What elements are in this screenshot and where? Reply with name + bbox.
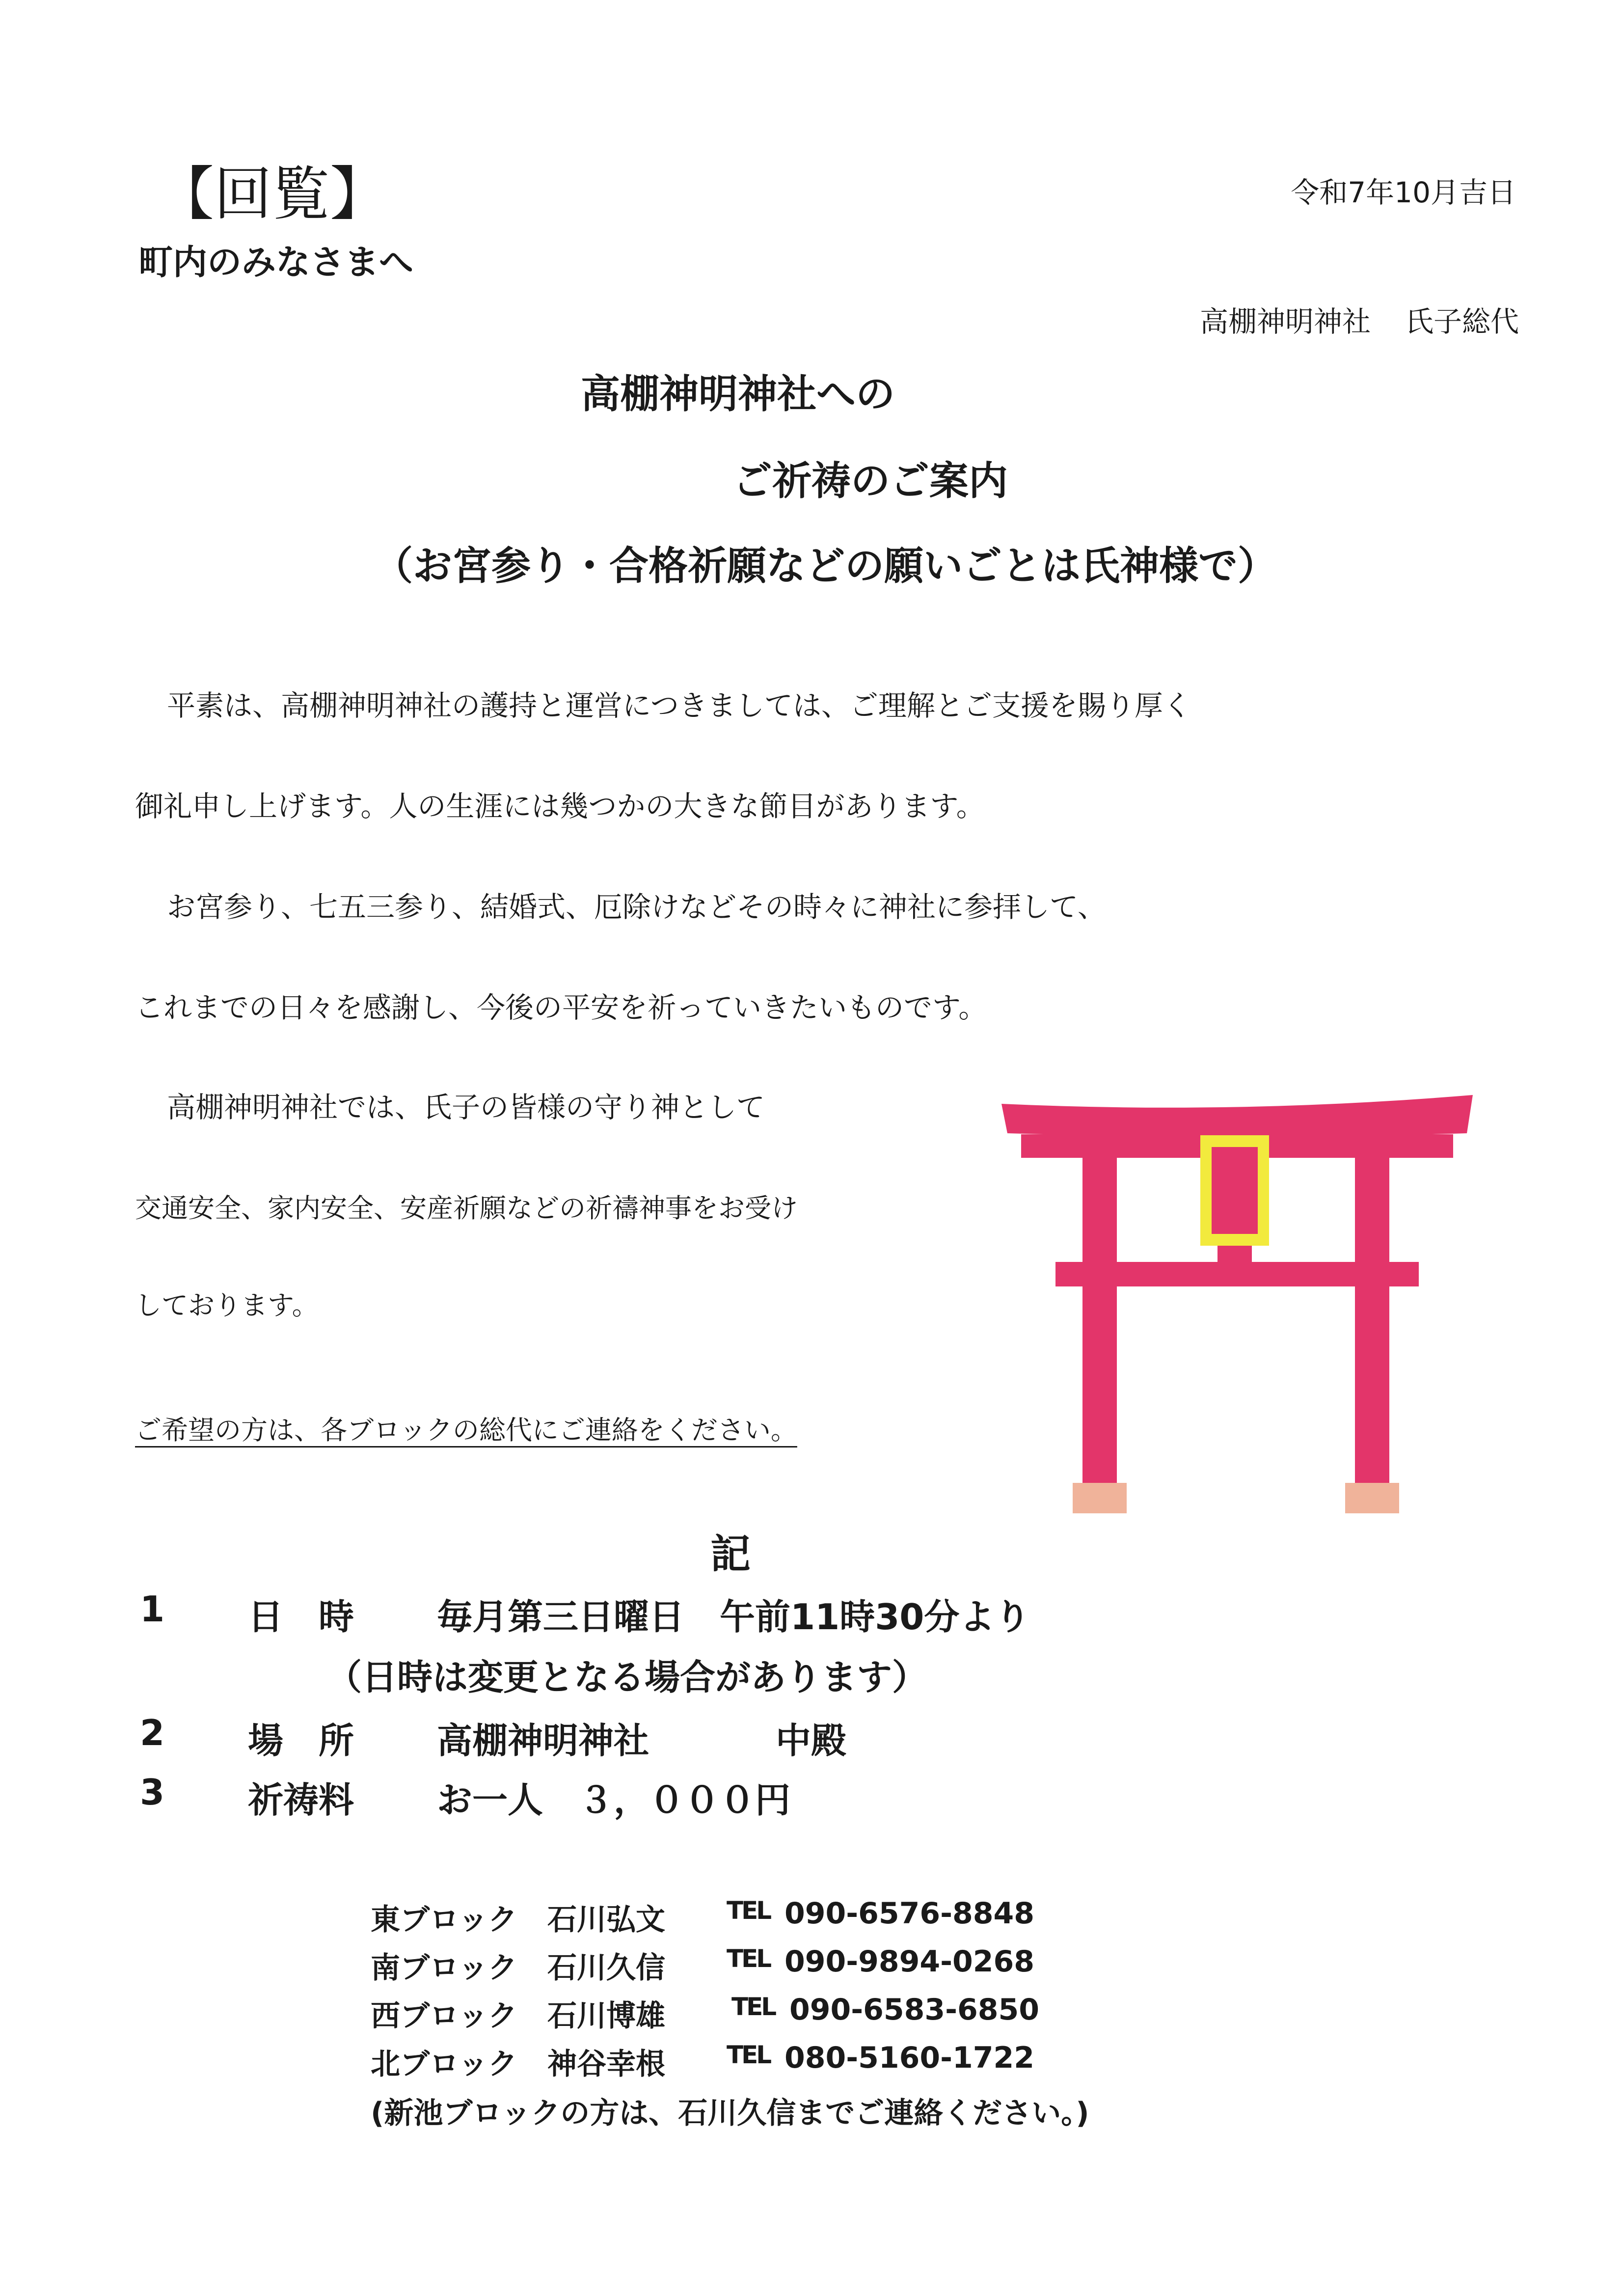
circular-mark: 【回覧】	[156, 160, 388, 228]
contact-name: 石川博雄	[547, 1999, 665, 2033]
tel-label: TEL	[731, 1993, 775, 2021]
body-line-2: 御礼申し上げます。人の生涯には幾つかの大きな節目があります。	[135, 790, 985, 823]
contact-name: 神谷幸根	[547, 2047, 665, 2081]
contact-block: 北ブロック	[371, 2047, 517, 2081]
tel-label: TEL	[727, 1944, 770, 1973]
item-1-value: 毎月第三日曜日 午前11時30分より	[437, 1596, 1030, 1638]
item-3-label: 祈祷料	[248, 1779, 354, 1821]
sender-shrine: 高棚神明神社	[1199, 305, 1371, 338]
item-3-number: 3	[140, 1772, 165, 1813]
contact-request-note: ご希望の方は、各ブロックの総代にご連絡をください。	[135, 1415, 797, 1446]
contact-tel: 090-6583-6850	[789, 1993, 1040, 2027]
sender	[1200, 299, 1519, 340]
contact-tel: 090-6576-8848	[784, 1896, 1035, 1931]
title-line-1: 高棚神明神社への	[581, 371, 895, 417]
tel-label: TEL	[727, 1896, 770, 1925]
contact-tel: 080-5160-1722	[784, 2041, 1035, 2075]
contact-block: 東ブロック	[371, 1903, 517, 1937]
item-1-subnote: （日時は変更となる場合があります）	[326, 1657, 928, 1698]
body-line-3: お宮参り、七五三参り、結婚式、厄除けなどその時々に神社に参拝して、	[167, 890, 1106, 924]
title-line-3: （お宮参り・合格祈願などの願いごとは氏神様で）	[374, 543, 1277, 589]
sender-role: 氏子総代	[1405, 305, 1519, 338]
tel-label: TEL	[727, 2041, 770, 2069]
item-3-value: お一人 ３，０００円	[437, 1779, 791, 1821]
addressee: 町内のみなさまへ	[138, 242, 413, 282]
item-2-value: 高棚神明神社	[437, 1720, 649, 1761]
issue-date: 令和7年10月吉日	[1291, 176, 1516, 209]
body-line-5: 高棚神明神社では、氏子の皆様の守り神として	[167, 1091, 765, 1124]
item-2-value-hall: 中殿	[776, 1720, 847, 1761]
ki-heading: 記	[710, 1531, 751, 1578]
body-line-6: 交通安全、家内安全、安産祈願などの祈禱神事をお受け	[135, 1193, 798, 1224]
body-line-1: 平素は、高棚神明神社の護持と運営につきましては、ご理解とご支援を賜り厚く	[167, 689, 1191, 722]
contact-block: 西ブロック	[371, 1999, 517, 2033]
item-1-number: 1	[140, 1588, 165, 1630]
title-line-2: ご祈祷のご案内	[733, 458, 1008, 504]
body-line-7: しております。	[135, 1290, 319, 1321]
contact-block: 南ブロック	[371, 1951, 517, 1985]
contact-tel: 090-9894-0268	[784, 1944, 1035, 1979]
contact-name: 石川久信	[547, 1951, 665, 1985]
contact-note: (新池ブロックの方は、石川久信までご連絡ください。)	[371, 2096, 1089, 2131]
item-1-label: 日 時	[248, 1596, 354, 1638]
item-2-label: 場 所	[248, 1720, 354, 1761]
contact-name: 石川弘文	[547, 1903, 665, 1937]
body-line-4: これまでの日々を感謝し、今後の平安を祈っていきたいものです。	[135, 991, 987, 1024]
torii-gate-icon	[1001, 1095, 1473, 1527]
item-2-number: 2	[140, 1712, 165, 1753]
